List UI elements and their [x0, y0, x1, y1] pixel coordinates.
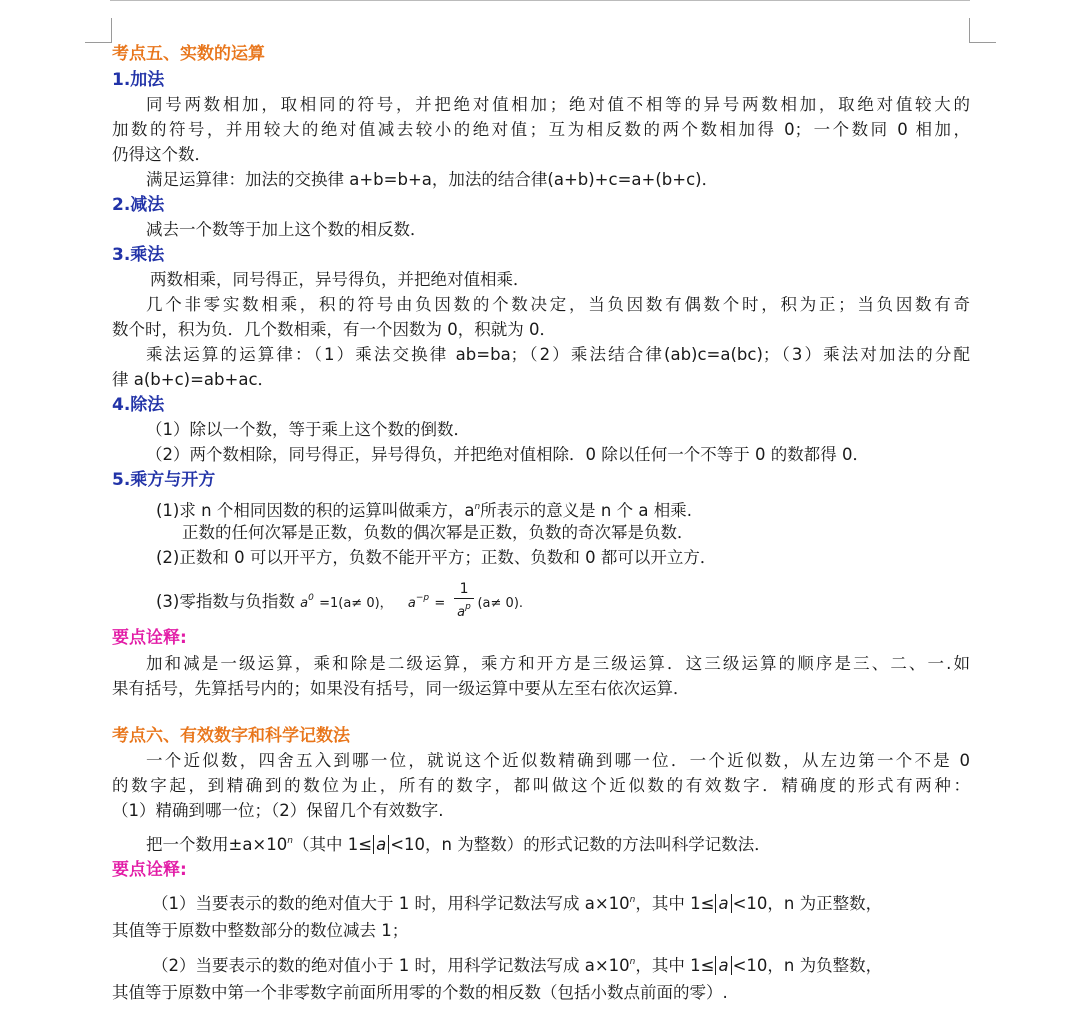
fraction-numerator: 1 — [454, 581, 475, 599]
mul-p2-line2: 数个时，积为负．几个数相乘，有一个因数为 0，积就为 0． — [112, 320, 556, 339]
sec6-p1-line2: 的数字起，到精确到的数位为止，所有的数字，都叫做这个近似数的有效数字．精确度的形式有两种： — [112, 776, 970, 795]
notes2-n1-c: <10，n 为正整数， — [732, 894, 883, 913]
mul-p2-line1: 几个非零实数相乘，积的符号由负因数的个数决定，当负因数有偶数个时，积为正；当负因数有奇 — [146, 295, 970, 314]
page-top-edge — [110, 0, 970, 1]
formula-eq: = — [434, 596, 446, 611]
formula-sup-zero: 0 — [308, 593, 314, 603]
formula-eq-one: =1( — [319, 596, 344, 611]
div-p1: （1）除以一个数，等于乘上这个数的倒数． — [146, 420, 470, 439]
notes2-n1-a: （1）当要表示的数的绝对值大于 1 时，用科学记数法写成 a×10 — [152, 894, 630, 913]
crop-mark-left — [85, 18, 112, 43]
mul-p3-line1: 乘法运算的运算律：（1）乘法交换律 ab=ba；（2）乘法结合律(ab)c=a(bc)；（3）乘法对加法的分配 — [146, 345, 970, 364]
div-p2: （2）两个数相除，同号得正，异号得负，并把绝对值相除．0 除以任何一个不等于 0 的数都得 0． — [146, 445, 869, 464]
pow-line1 — [156, 495, 692, 523]
formula-base-a: a — [300, 596, 309, 611]
add-p1-line2: 加数的符号，并用较大的绝对值减去较小的绝对值；互为相反数的两个数相加得 0；一个数同 0 相加， — [112, 120, 970, 139]
add-heading: 1.加法 — [112, 70, 165, 90]
add-p2: 满足运算律：加法的交换律 a+b=b+a，加法的结合律(a+b)+c=a+(b+c)． — [146, 170, 719, 189]
notes2-n2-sup: n — [629, 957, 636, 967]
sub-p1: 减去一个数等于加上这个数的相反数． — [146, 220, 427, 239]
notes1-line2: 果有括号，先算括号内的；如果没有括号，同一级运算中要从左至右依次运算． — [112, 679, 690, 698]
notes2-n2-c: <10，n 为负整数， — [732, 956, 883, 975]
sec6-p1-line1: 一个近似数，四舍五入到哪一位，就说这个近似数精确到哪一位．一个近似数，从左边第一个不是 0 — [146, 751, 970, 770]
formula-cond: (a≠ 0). — [477, 596, 524, 611]
notes2-n1-line1 — [152, 888, 882, 916]
notes2-n2-abs: a — [715, 956, 731, 975]
pow-line4-formula — [156, 580, 523, 623]
pow-line2: 正数的任何次幂是正数，负数的偶次幂是正数，负数的奇次幂是负数． — [182, 523, 694, 542]
pow-line1-text-a: (1)求 n 个相同因数的积的运算叫做乘方，a — [156, 501, 475, 520]
sec6-p2-abs: a — [373, 835, 389, 854]
div-heading: 4.除法 — [112, 395, 165, 415]
sec6-p2-c: <10，n 为整数）的形式记数的方法叫科学记数法． — [390, 835, 771, 854]
sec6-p2-b: （其中 1≤ — [292, 835, 373, 854]
sec6-p2-sup: n — [287, 836, 293, 846]
sec6-p2 — [146, 829, 771, 857]
add-p1-line1: 同号两数相加，取相同的符号，并把绝对值相加；绝对值不相等的异号两数相加，取绝对值较大的 — [146, 95, 970, 114]
mul-p3-line2: 律 a(b+c)=ab+ac． — [112, 370, 275, 389]
section6-title: 考点六、有效数字和科学记数法 — [112, 726, 350, 746]
formula-cond-zero: a≠ 0)， — [343, 596, 393, 611]
mul-p1: 两数相乘，同号得正，异号得负，并把绝对值相乘． — [150, 270, 530, 289]
notes2-n1-b: ，其中 1≤ — [635, 894, 715, 913]
sec6-p2-a: 把一个数用±a×10 — [146, 835, 288, 854]
formula-fraction — [454, 581, 475, 621]
fraction-denominator — [454, 599, 475, 621]
mul-heading: 3.乘法 — [112, 245, 165, 265]
sec6-p1-line3: （1）精确到哪一位；（2）保留几个有效数字. — [112, 801, 444, 820]
notes2-n2-b: ，其中 1≤ — [635, 956, 715, 975]
pow-line1-text-b: 所表示的意义是 n 个 a 相乘. — [480, 501, 692, 520]
notes2-n2-line2: 其值等于原数中第一个非零数字前面所用零的个数的相反数（包括小数点前面的零）. — [112, 983, 728, 1002]
notes2-heading: 要点诠释: — [112, 860, 187, 880]
section5-title: 考点五、实数的运算 — [112, 44, 265, 64]
pow-line4-prefix: (3)零指数与负指数 — [156, 592, 295, 611]
fraction-den-base: a — [457, 604, 466, 620]
sub-heading: 2.减法 — [112, 195, 165, 215]
formula-sup-neg-p: −p — [415, 593, 430, 603]
notes2-n1-abs: a — [715, 894, 731, 913]
pow-line3: (2)正数和 0 可以开平方，负数不能开平方；正数、负数和 0 都可以开立方． — [156, 548, 717, 567]
pow-heading: 5.乘方与开方 — [112, 470, 216, 490]
fraction-den-sup: p — [465, 601, 471, 612]
notes1-heading: 要点诠释: — [112, 628, 187, 648]
pow-line1-sup: n — [474, 502, 481, 512]
notes2-n1-sup: n — [629, 895, 636, 905]
add-p1-line3: 仍得这个数． — [112, 145, 211, 164]
crop-mark-right — [969, 18, 996, 43]
notes2-n2-a: （2）当要表示的数的绝对值小于 1 时，用科学记数法写成 a×10 — [152, 956, 630, 975]
notes2-n2-line1 — [152, 950, 882, 978]
notes1-line1: 加和减是一级运算，乘和除是二级运算，乘方和开方是三级运算．这三级运算的顺序是三、二、一.如 — [146, 654, 970, 673]
notes2-n1-line2: 其值等于原数中整数部分的数位减去 1； — [112, 921, 409, 940]
formula-base-a2: a — [407, 596, 416, 611]
